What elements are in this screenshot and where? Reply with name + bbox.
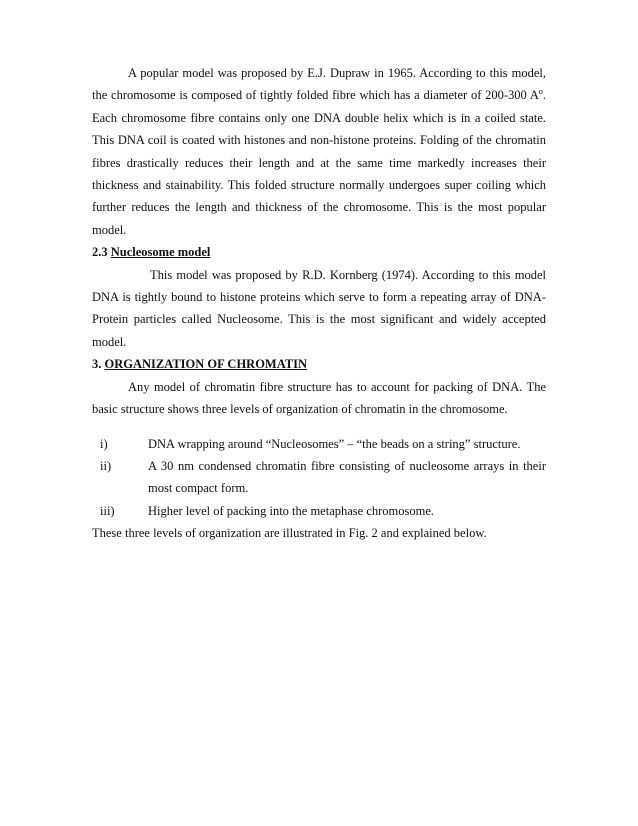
list-item-text: A 30 nm condensed chromatin fibre consisting of nucleosome arrays in their most compact form. <box>148 458 546 496</box>
section-title: ORGANIZATION OF CHROMATIN <box>104 357 308 372</box>
list-item-text: Higher level of packing into the metaphase chromosome. <box>148 503 435 518</box>
section-number: 2.3 <box>92 245 111 260</box>
list-item-number: i) <box>100 436 108 451</box>
paragraph-text-b: . Each chromosome fibre contains only one DNA double helix which is in a coiled state. This DNA coil is coated with histones and non-histone proteins. Folding of the chromatin fibres drastically reduces their length and at the same time markedly increases their thickness and stainability. This folded structure normally undergoes super coiling which further reduces the length and thickness of the chromosome. This is the most popular model. <box>92 88 546 237</box>
paragraph-closing: These three levels of organization are illustrated in Fig. 2 and explained below. <box>92 526 487 541</box>
section-title: Nucleosome model <box>110 245 211 260</box>
section-heading-nucleosome-model <box>92 241 546 263</box>
section-number: 3. <box>92 357 105 372</box>
paragraph-text-a: A popular model was proposed by E.J. Dupraw in 1965. According to this model, the chromosome is composed of tightly folded fibre which has a diameter of 200-300 A <box>92 66 546 103</box>
list-item <box>92 455 546 500</box>
paragraph-dupraw-model <box>92 62 546 241</box>
list-item-number: ii) <box>100 458 112 473</box>
section-heading-organization <box>92 353 546 375</box>
list-item <box>92 500 546 522</box>
degree-superscript: o <box>538 87 543 97</box>
list-item-text: DNA wrapping around “Nucleosomes” – “the beads on a string” structure. <box>148 436 521 451</box>
list-item-number: iii) <box>100 503 115 518</box>
paragraph-organization: Any model of chromatin fibre structure has to account for packing of DNA. The basic structure shows three levels of organization of chromatin in the chromosome. <box>92 379 546 417</box>
list-item <box>92 433 546 455</box>
organization-levels-list <box>92 433 546 523</box>
paragraph-nucleosome-model: This model was proposed by R.D. Kornberg (1974). According to this model DNA is tightly bound to histone proteins which serve to form a repeating array of DNA-Protein particles called Nucleosome. This is the most significant and widely accepted model. <box>92 267 546 349</box>
